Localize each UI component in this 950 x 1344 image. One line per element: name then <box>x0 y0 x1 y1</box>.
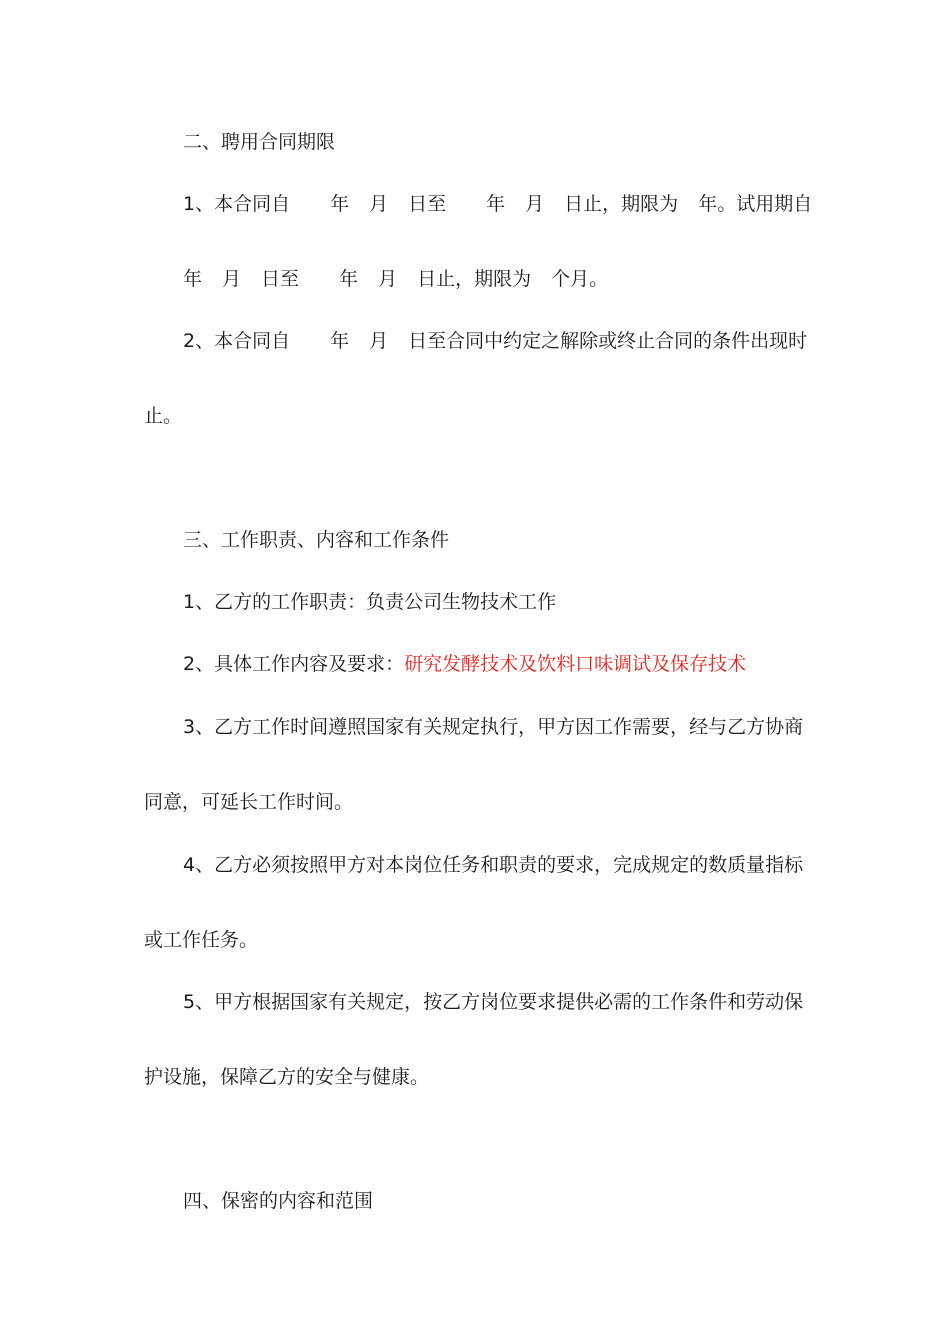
duties-item-1: 1、乙方的工作职责：负责公司生物技术工作 <box>183 591 557 613</box>
term-clause-2-line-1 <box>183 329 814 353</box>
trial-start-month-label: 月 <box>222 268 242 290</box>
term-start-year-label: 年 <box>330 193 350 215</box>
term-clause-1-line-1 <box>183 192 814 216</box>
trial-start-year-label: 年 <box>183 268 203 290</box>
trial-start-day-label: 日至 <box>261 268 300 290</box>
trial-end-month-label: 月 <box>378 268 398 290</box>
term-start-day-label: 日至 <box>408 193 447 215</box>
duties-item-5-line-1: 5、甲方根据国家有关规定，按乙方岗位要求提供必需的工作条件和劳动保 <box>183 991 804 1013</box>
term-clause-2-prefix: 2、本合同自 <box>183 330 291 352</box>
trial-end-year-label: 年 <box>339 268 359 290</box>
term-end-month-label: 月 <box>525 193 545 215</box>
term-clause-2-year-label: 年 <box>330 330 350 352</box>
duties-item-2 <box>183 652 814 676</box>
term-end-year-label: 年 <box>486 193 506 215</box>
section-heading-contract-term: 二、聘用合同期限 <box>183 131 336 153</box>
duties-item-3-line-1: 3、乙方工作时间遵照国家有关规定执行，甲方因工作需要，经与乙方协商 <box>183 716 804 738</box>
term-end-day-label: 日止，期限为 <box>564 193 679 215</box>
term-clause-2-month-label: 月 <box>369 330 389 352</box>
term-start-month-label: 月 <box>369 193 389 215</box>
section-heading-duties: 三、工作职责、内容和工作条件 <box>183 529 450 551</box>
term-clause-2-line-2: 止。 <box>144 405 183 427</box>
duties-item-2-label: 2、具体工作内容及要求： <box>183 653 405 675</box>
duties-item-4-line-2: 或工作任务。 <box>144 929 259 951</box>
duties-item-2-value: 研究发酵技术及饮料口味调试及保存技术 <box>404 653 747 675</box>
term-clause-1-prefix: 1、本合同自 <box>183 193 291 215</box>
term-trial-label: 年。试用期自 <box>698 193 813 215</box>
duties-item-4-line-1: 4、乙方必须按照甲方对本岗位任务和职责的要求，完成规定的数质量指标 <box>183 854 804 876</box>
section-heading-confidentiality: 四、保密的内容和范围 <box>183 1190 374 1212</box>
duties-item-5-line-2: 护设施，保障乙方的安全与健康。 <box>144 1066 430 1088</box>
term-clause-2-rest: 日至合同中约定之解除或终止合同的条件出现时 <box>408 330 808 352</box>
trial-end-day-label: 日止，期限为 <box>417 268 532 290</box>
term-clause-1-line-2 <box>183 267 853 291</box>
duties-item-3-line-2: 同意，可延长工作时间。 <box>144 791 354 813</box>
trial-months-label: 个月。 <box>551 268 609 290</box>
